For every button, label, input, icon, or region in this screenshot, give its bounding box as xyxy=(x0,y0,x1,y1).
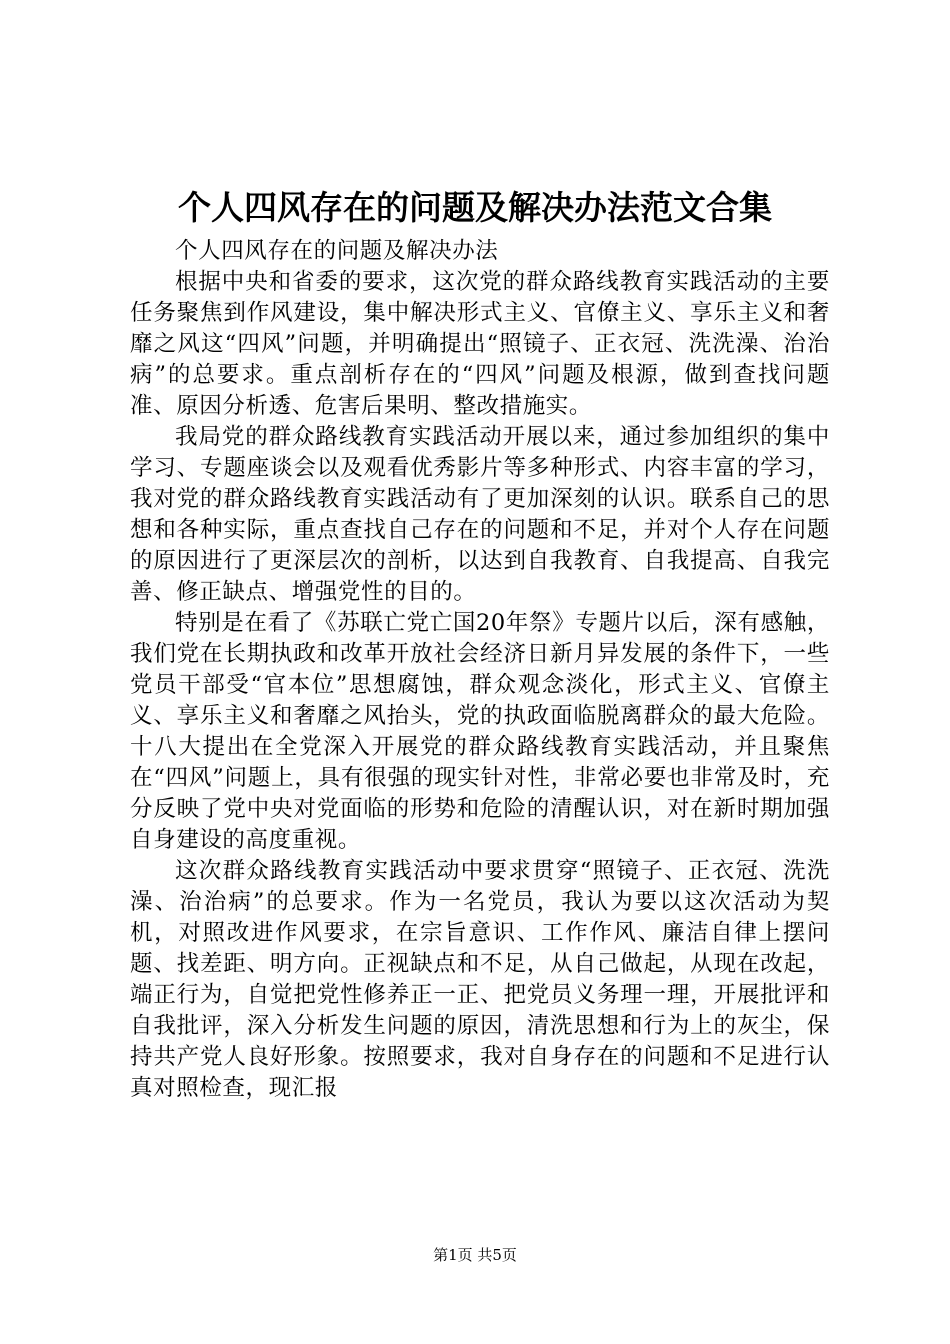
paragraph: 特别是在看了《苏联亡党亡国20年祭》专题片以后，深有感触，我们党在长期执政和改革开放社会经济日新月异发展的条件下，一些党员干部受“官本位”思想腐蚀，群众观念淡化，形式主义、官僚主义、享乐主义和奢靡之风抬头，党的执政面临脱离群众的最大危险。十八大提出在全党深入开展党的群众路线教育实践活动，并且聚焦在“四风”问题上，具有很强的现实针对性，非常必要也非常及时，充分反映了党中央对党面临的形势和危险的清醒认识，对在新时期加强自身建设的高度重视。 xyxy=(130,610,830,853)
paragraph: 这次群众路线教育实践活动中要求贯穿“照镜子、正衣冠、洗洗澡、治治病”的总要求。作为一名党员，我认为要以这次活动为契机，对照改进作风要求，在宗旨意识、工作作风、廉洁自律上摆问题、找差距、明方向。正视缺点和不足，从自己做起，从现在改起，端正行为，自觉把党性修养正一正、把党员义务理一理，开展批评和自我批评，深入分析发生问题的原因，清洗思想和行为上的灰尘，保持共产党人良好形象。按照要求，我对自身存在的问题和不足进行认真对照检查，现汇报 xyxy=(130,858,830,1101)
paragraph: 根据中央和省委的要求，这次党的群众路线教育实践活动的主要任务聚焦到作风建设，集中解决形式主义、官僚主义、享乐主义和奢靡之风这“四风”问题，并明确提出“照镜子、正衣冠、洗洗澡、治治病”的总要求。重点剖析存在的“四风”问题及根源，做到查找问题准、原因分析透、危害后果明、整改措施实。 xyxy=(130,269,830,419)
document-subtitle: 个人四风存在的问题及解决办法 xyxy=(175,238,499,264)
document-body xyxy=(130,236,830,1104)
paragraph: 我局党的群众路线教育实践活动开展以来，通过参加组织的集中学习、专题座谈会以及观看优秀影片等多种形式、内容丰富的学习，我对党的群众路线教育实践活动有了更加深刻的认识。联系自己的思想和各种实际，重点查找自己存在的问题和不足，并对个人存在问题的原因进行了更深层次的剖析，以达到自我教育、自我提高、自我完善、修正缺点、增强党性的目的。 xyxy=(130,424,830,605)
document-title: 个人四风存在的问题及解决办法范文合集 xyxy=(178,188,772,227)
page-footer: 第1页 共5页 xyxy=(433,1246,517,1264)
